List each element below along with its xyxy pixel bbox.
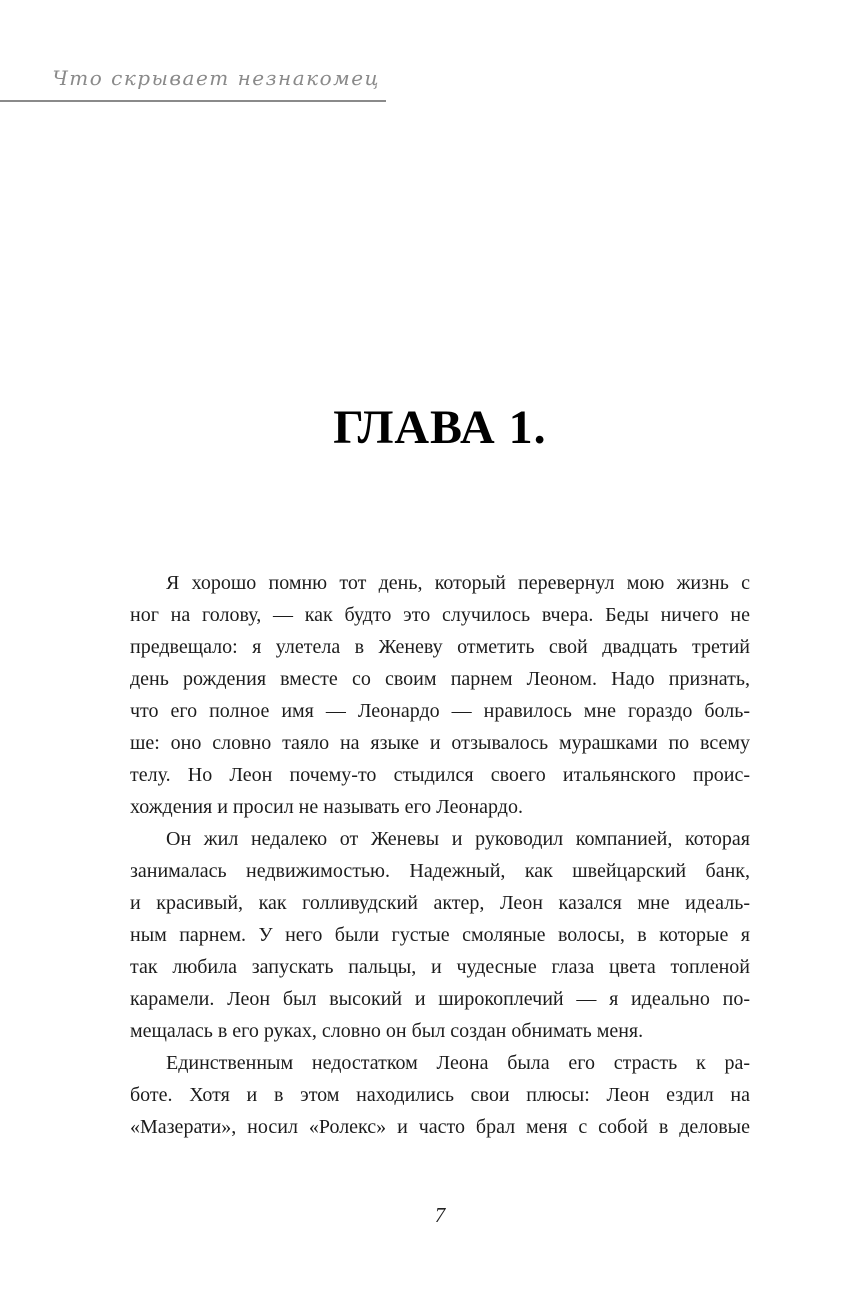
text-line: Он жил недалеко от Женевы и руководил компанией, которая	[166, 828, 750, 850]
text-line: боте. Хотя и в этом находились свои плюсы: Леон ездил на	[130, 1084, 750, 1106]
text-line: что его полное имя — Леонардо — нравилось мне гораздо боль-	[130, 700, 750, 722]
text-line: мещалась в его руках, словно он был создан обнимать меня.	[130, 1020, 644, 1042]
text-line: «Мазерати», носил «Ролекс» и часто брал меня с собой в деловые	[130, 1116, 750, 1138]
text-line: хождения и просил не называть его Леонардо.	[130, 796, 523, 818]
text-line: день рождения вместе со своим парнем Леоном. Надо признать,	[130, 668, 750, 690]
page-number: 7	[434, 1203, 446, 1227]
text-line: ным парнем. У него были густые смоляные волосы, в которые я	[130, 924, 750, 946]
text-line: карамели. Леон был высокий и широкоплечий — я идеально по-	[130, 988, 750, 1010]
chapter-text	[130, 567, 750, 1143]
text-line: и красивый, как голливудский актер, Леон казался мне идеаль-	[130, 892, 750, 914]
text-line: Я хорошо помню тот день, который перевернул мою жизнь с	[166, 572, 750, 594]
text-line: Единственным недостатком Леона была его страсть к ра-	[166, 1052, 750, 1074]
text-line: предвещало: я улетела в Женеву отметить свой двадцать третий	[130, 636, 750, 658]
text-line: занималась недвижимостью. Надежный, как швейцарский банк,	[130, 860, 750, 882]
chapter-title: ГЛАВА 1.	[333, 401, 547, 454]
paragraph	[130, 823, 750, 1047]
text-line: так любила запускать пальцы, и чудесные глаза цвета топленой	[130, 956, 750, 978]
text-line: ше: оно словно таяло на языке и отзывалось мурашками по всему	[130, 732, 750, 754]
text-line: ног на голову, — как будто это случилось вчера. Беды ничего не	[130, 604, 750, 626]
paragraph	[130, 567, 750, 823]
text-line: телу. Но Леон почему-то стыдился своего итальянского проис-	[130, 764, 750, 786]
paragraph	[130, 1047, 750, 1143]
running-header-title: Что скрывает незнакомец	[52, 66, 380, 90]
header-rule	[0, 100, 386, 102]
